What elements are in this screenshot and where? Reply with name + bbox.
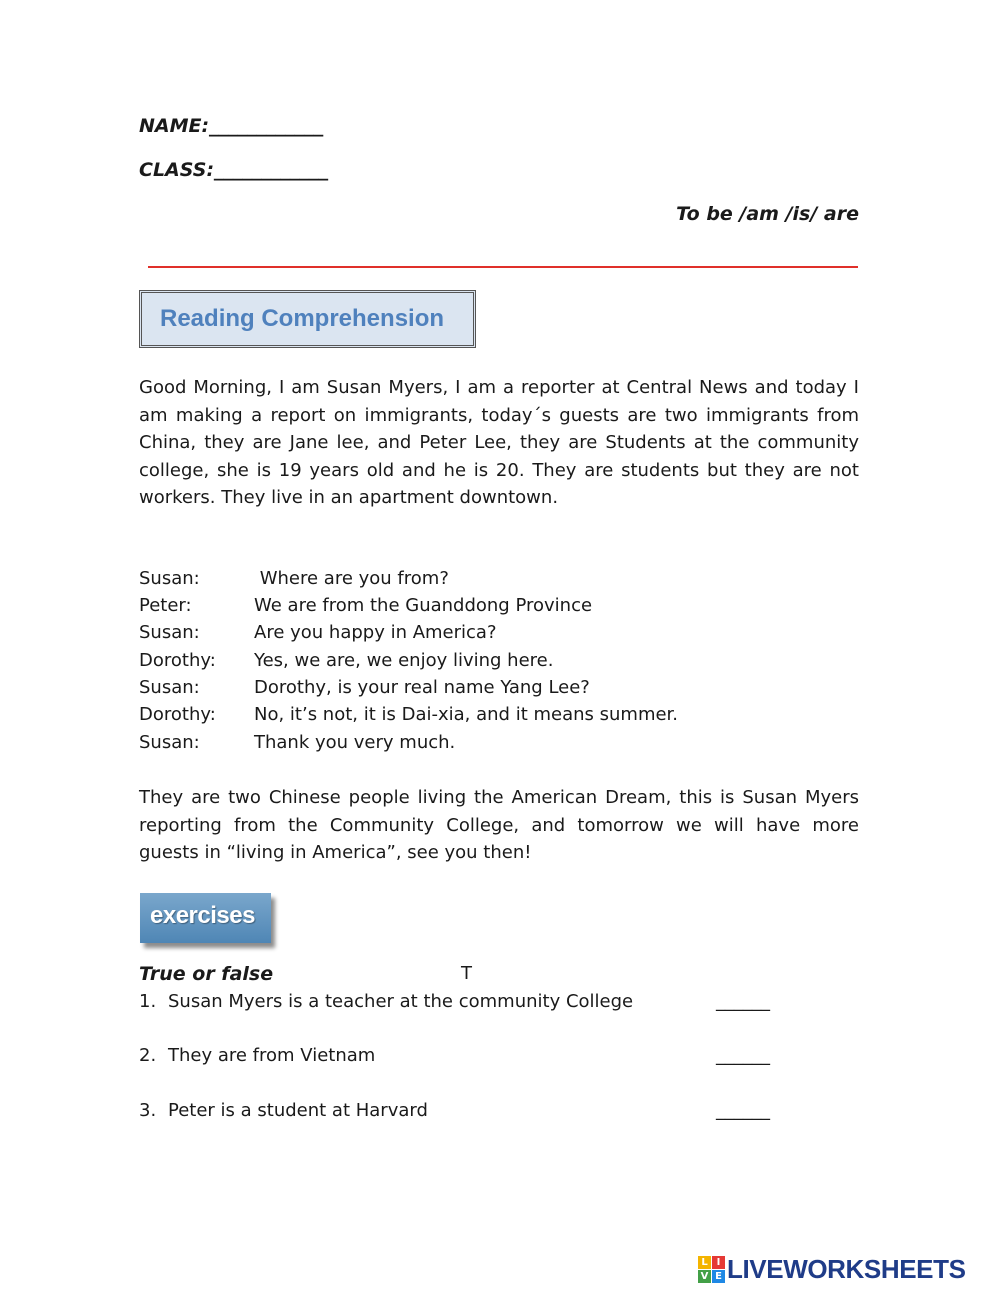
dialogue-text: Dorothy, is your real name Yang Lee?	[254, 677, 590, 698]
answer-blank[interactable]: ______	[716, 1045, 770, 1066]
dialogue-speaker: Dorothy:	[139, 704, 216, 725]
exercises-badge	[140, 893, 271, 943]
closing-paragraph: They are two Chinese people living the American Dream, this is Susan Myers reporting from the Community College, and tomorrow we will have more guests in “living in America”, see you then!	[139, 787, 859, 863]
dialogue-speaker: Susan:	[139, 622, 200, 643]
class-blank[interactable]: ____________	[214, 159, 329, 181]
class-field	[139, 159, 328, 181]
name-blank[interactable]: ____________	[209, 115, 324, 137]
answer-hint: T	[461, 963, 472, 984]
question-number: 1.	[139, 991, 157, 1012]
name-field	[139, 115, 323, 137]
class-label: CLASS:	[139, 159, 215, 181]
dialogue-text: Thank you very much.	[254, 732, 456, 753]
name-label: NAME:	[139, 115, 210, 137]
question-number: 3.	[139, 1100, 157, 1121]
dialogue-speaker: Peter:	[139, 595, 192, 616]
dialogue-text: Are you happy in America?	[254, 622, 497, 643]
answer-blank[interactable]: ______	[716, 991, 770, 1012]
reading-title: Reading Comprehension	[160, 305, 445, 332]
question-text: Peter is a student at Harvard	[168, 1100, 428, 1121]
dialogue-speaker: Susan:	[139, 677, 200, 698]
topic-title: To be /am /is/ are	[676, 203, 859, 225]
watermark-text: LIVEWORKSHEETS	[727, 1254, 966, 1284]
question-text: They are from Vietnam	[168, 1045, 376, 1066]
true-false-heading: True or false	[139, 963, 274, 985]
dialogue-speaker: Susan:	[139, 568, 200, 589]
logo-tile: L	[698, 1256, 711, 1269]
dialogue-text: No, it’s not, it is Dai-xia, and it means summer.	[254, 704, 679, 725]
dialogue-text: Yes, we are, we enjoy living here.	[254, 650, 554, 671]
liveworksheets-logo-icon	[698, 1256, 728, 1283]
intro-paragraph: Good Morning, I am Susan Myers, I am a reporter at Central News and today I am making a report on immigrants, today´s guests are two immigrants from China, they are Jane lee, and Peter Lee, they are Students at the community college, she is 19 years old and he is 20. They are students but they are not workers. They live in an apartment downtown.	[139, 377, 859, 508]
answer-blank[interactable]: ______	[716, 1100, 770, 1121]
reading-title-box	[139, 290, 476, 348]
logo-tile: E	[712, 1270, 725, 1283]
red-divider	[148, 266, 858, 268]
question-number: 2.	[139, 1045, 157, 1066]
dialogue-speaker: Susan:	[139, 732, 200, 753]
exercises-badge-label: exercises	[150, 902, 255, 929]
logo-tile: I	[712, 1256, 725, 1269]
question-text: Susan Myers is a teacher at the community College	[168, 991, 634, 1012]
logo-tile: V	[698, 1270, 711, 1283]
dialogue-text: We are from the Guanddong Province	[254, 595, 593, 616]
dialogue-text: Where are you from?	[254, 568, 449, 589]
dialogue-speaker: Dorothy:	[139, 650, 216, 671]
